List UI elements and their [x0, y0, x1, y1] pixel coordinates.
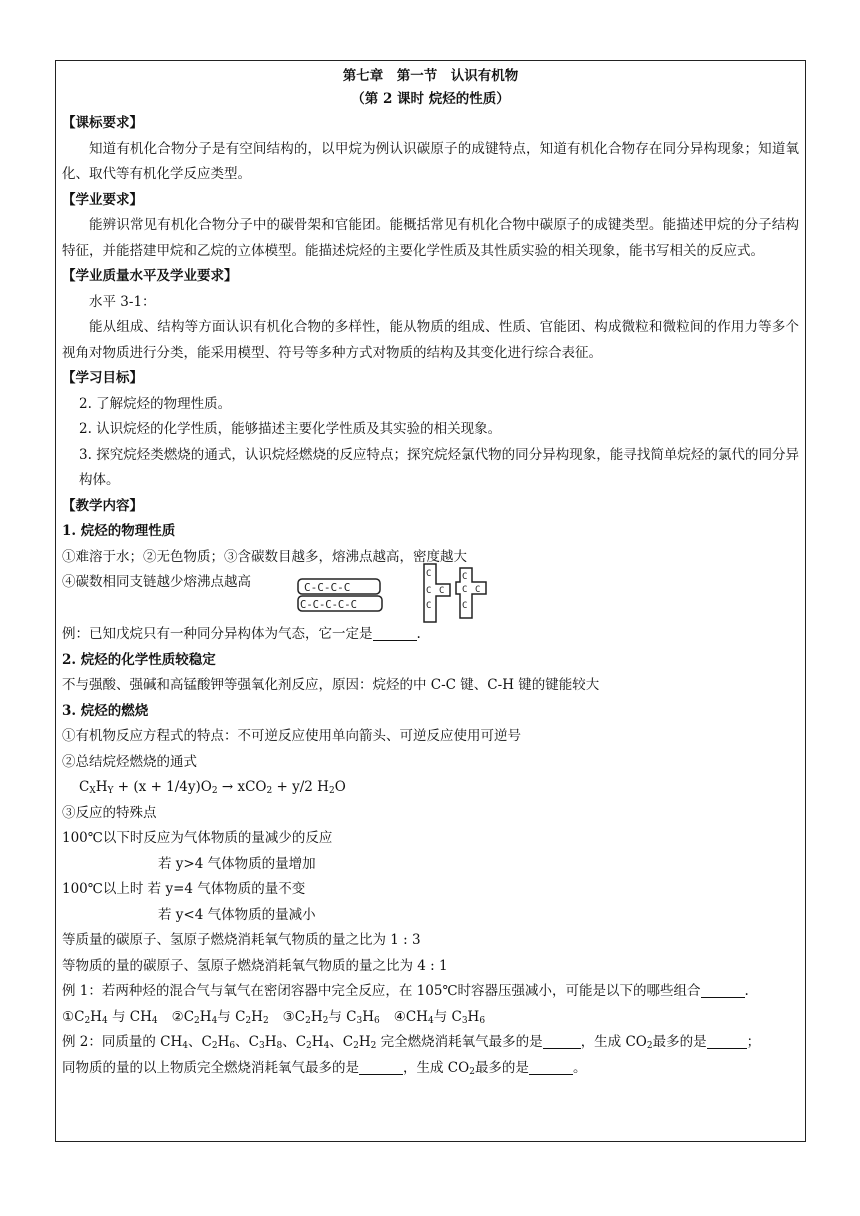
sub: 2	[84, 1015, 91, 1026]
document-body	[62, 61, 799, 1081]
txt: 。	[572, 1059, 587, 1076]
sub: 4	[211, 1015, 218, 1026]
answer-blank	[543, 1032, 581, 1049]
txt: 例 2：同质量的 CH	[62, 1034, 183, 1050]
txt: H	[362, 1008, 374, 1025]
txt: 同物质的量的以上物质完全燃烧消耗氧气最多的是	[62, 1059, 359, 1076]
eq-part: H	[95, 779, 108, 795]
sub: 2	[194, 1015, 200, 1026]
eq-part: → xCO	[217, 779, 267, 795]
example-1-text: 例 1：若两种烃的混合气与氧气在密闭容器中完全反应，在 105℃时容器压强减小，可能是以下的哪些组合	[62, 983, 701, 999]
example-end: .	[416, 626, 421, 642]
txt: 与 C	[433, 1008, 462, 1025]
section-3-line-9: 等物质的量的碳原子、氢原子燃烧消耗氧气物质的量之比为 4 : 1	[62, 957, 448, 974]
combustion-equation	[62, 775, 799, 801]
example-2-question	[62, 1030, 799, 1056]
example-2-question-b	[62, 1056, 799, 1082]
eq-sub: 2	[211, 786, 218, 796]
sub: 2	[262, 1015, 269, 1026]
chain-label-2: C-C-C-C-C	[300, 599, 357, 611]
txt: H	[199, 1008, 212, 1025]
document-frame	[55, 60, 806, 1142]
sub: 8	[276, 1041, 283, 1051]
academic-text: 能辨识常见有机化合物分子中的碳骨架和官能团。能概括常见有机化合物中碳原子的成键类型。能描述甲烷的分子结构特征，并能搭建甲烷和乙烷的立体模型。能描述烷烃的主要化学性质及其性质实验的相关现象，能书写相关的反应式。	[62, 217, 799, 259]
section-1-example	[62, 622, 799, 648]
branch-c: C	[462, 572, 468, 582]
section-2-text: 不与强酸、强碱和高锰酸钾等强氧化剂反应，原因：烷烃的中 C-C 键、C-H 键的键能较大	[62, 677, 600, 693]
section-1-line-2: ④碳数相同支链越少熔沸点越高	[62, 574, 251, 590]
objective-item: 3. 探究烷烃类燃烧的通式，认识烷烃燃烧的反应特点；探究烷烃氯代物的同分异构现象，能寻找简单烷烃的氯代的同分异构体。	[79, 446, 799, 488]
section-3-line-1: ①有机物反应方程式的特点：不可逆反应使用单向箭头、可逆反应使用可逆号	[62, 728, 521, 744]
objectives-heading: 【学习目标】	[62, 370, 143, 386]
sub: 3	[461, 1015, 468, 1026]
quality-text: 能从组成、结构等方面认识有机化合物的多样性，能从物质的组成、性质、官能团、构成微粒和微粒间的作用力等多个视角对物质进行分类，能采用模型、符号等多种方式对物质的结构及其变化进行综合表征。	[62, 319, 799, 361]
objective-item: 2. 了解烷烃的物理性质。	[79, 395, 232, 412]
branch-c: C	[462, 585, 468, 595]
option-1: ①C	[62, 1008, 85, 1025]
eq-part: C	[79, 779, 90, 795]
page-title: 第七章 第一节 认识有机物	[342, 68, 519, 84]
straight-chain-sketch	[296, 575, 386, 615]
sub: 6	[479, 1015, 486, 1026]
eq-sub: 2	[266, 786, 273, 796]
txt: 与 C	[217, 1008, 246, 1025]
sub: 2	[306, 1041, 312, 1051]
sub: 2	[353, 1041, 359, 1051]
section-1-line-1: ①难溶于水；②无色物质；③含碳数目越多，熔沸点越高，密度越大	[62, 548, 467, 565]
option-2: ②C	[171, 1008, 195, 1025]
answer-blank	[373, 624, 417, 641]
option-4: ④CH	[393, 1008, 428, 1025]
branch-c: C	[475, 585, 481, 595]
page-subtitle: （第 2 课时 烷烃的性质）	[351, 91, 510, 107]
section-3-line-3: ③反应的特殊点	[62, 804, 157, 821]
section-1-figure-row	[62, 570, 799, 622]
sub: 2	[469, 1066, 475, 1077]
answer-blank	[529, 1058, 573, 1075]
objective-item: 2. 认识烷烃的化学性质，能够描述主要化学性质及其实验的相关现象。	[79, 421, 502, 437]
txt: 、C	[235, 1034, 259, 1050]
section-3-line-6: 100℃以上时 若 y=4 气体物质的量不变	[62, 881, 306, 897]
sub: 6	[374, 1015, 380, 1026]
academic-heading: 【学业要求】	[62, 191, 143, 208]
section-3-line-5: 若 y>4 气体物质的量增加	[158, 855, 316, 872]
txt: 、C	[329, 1034, 354, 1050]
txt: 完全燃烧消耗氧气最多的是	[376, 1034, 543, 1050]
section-3-line-4: 100℃以下时反应为气体物质的量减少的反应	[62, 830, 333, 846]
example-1-question	[62, 979, 799, 1005]
sub: 4	[151, 1015, 158, 1026]
sub: 2	[370, 1041, 377, 1051]
example-text: 例：已知戊烷只有一种同分异构体为气态，它一定是	[62, 626, 373, 642]
sub: 4	[427, 1015, 434, 1026]
quality-heading: 【学业质量水平及学业要求】	[62, 268, 238, 284]
answer-blank	[701, 981, 745, 998]
example-1-end: .	[744, 983, 749, 999]
eq-sub: Y	[107, 786, 114, 796]
sub: 2	[646, 1041, 653, 1051]
txt: ；	[746, 1034, 761, 1050]
eq-part: O	[334, 779, 346, 795]
answer-blank	[707, 1032, 747, 1049]
txt: 最多的是	[474, 1059, 529, 1076]
section-3-title: 3. 烷烃的燃烧	[62, 702, 149, 719]
sub: 2	[245, 1015, 252, 1026]
txt: ，生成 CO	[403, 1059, 470, 1076]
txt: H	[467, 1008, 480, 1025]
section-3-line-7: 若 y<4 气体物质的量减小	[158, 906, 316, 923]
sub: 3	[356, 1015, 363, 1026]
branch-c: C	[439, 586, 445, 596]
section-1-title: 1. 烷烃的物理性质	[62, 523, 176, 539]
option-3: ③C	[282, 1008, 306, 1025]
branched-chain-sketch	[414, 562, 504, 624]
eq-sub: X	[89, 786, 96, 796]
sub: 2	[211, 1041, 218, 1051]
sub: 4	[182, 1041, 189, 1051]
sub: 3	[258, 1041, 265, 1051]
txt: H	[217, 1034, 230, 1050]
txt: H	[251, 1008, 263, 1025]
txt: ，生成 CO	[580, 1034, 647, 1050]
answer-blank	[359, 1058, 403, 1075]
content-heading: 【教学内容】	[62, 497, 143, 514]
txt: H	[358, 1034, 371, 1050]
sub: 4	[323, 1041, 330, 1051]
sub: 6	[229, 1041, 236, 1051]
branch-c: C	[426, 601, 432, 611]
eq-part: + y/2 H	[272, 779, 329, 795]
txt: 、C	[188, 1034, 212, 1050]
curriculum-text: 知道有机化合物分子是有空间结构的，以甲烷为例认识碳原子的成键特点，知道有机化合物存在同分异构现象；知道氧化、取代等有机化学反应类型。	[62, 140, 799, 182]
quality-level: 水平 3-1：	[89, 293, 156, 310]
sub: 2	[305, 1015, 311, 1026]
txt: 、C	[282, 1034, 307, 1050]
sub: 2	[322, 1015, 329, 1026]
section-2-title: 2. 烷烃的化学性质较稳定	[62, 651, 216, 668]
txt: 最多的是	[652, 1034, 707, 1050]
example-1-options	[62, 1005, 799, 1031]
eq-part: + (x + 1/4y)O	[113, 779, 212, 795]
branch-c: C	[462, 601, 468, 611]
branch-c: C	[426, 569, 432, 579]
eq-sub: 2	[328, 786, 335, 796]
txt: H	[264, 1034, 277, 1050]
txt: 与 C	[328, 1008, 357, 1025]
txt: H	[90, 1008, 102, 1025]
txt: H	[311, 1034, 324, 1050]
branch-c: C	[426, 586, 432, 596]
section-3-line-8: 等质量的碳原子、氢原子燃烧消耗氧气物质的量之比为 1 : 3	[62, 932, 421, 948]
curriculum-heading: 【课标要求】	[62, 115, 143, 131]
txt: 与 CH	[107, 1008, 152, 1025]
sub: 4	[101, 1015, 108, 1026]
txt: H	[310, 1008, 323, 1025]
chain-label-1: C-C-C-C	[304, 581, 351, 594]
section-3-line-2: ②总结烷烃燃烧的通式	[62, 753, 197, 770]
